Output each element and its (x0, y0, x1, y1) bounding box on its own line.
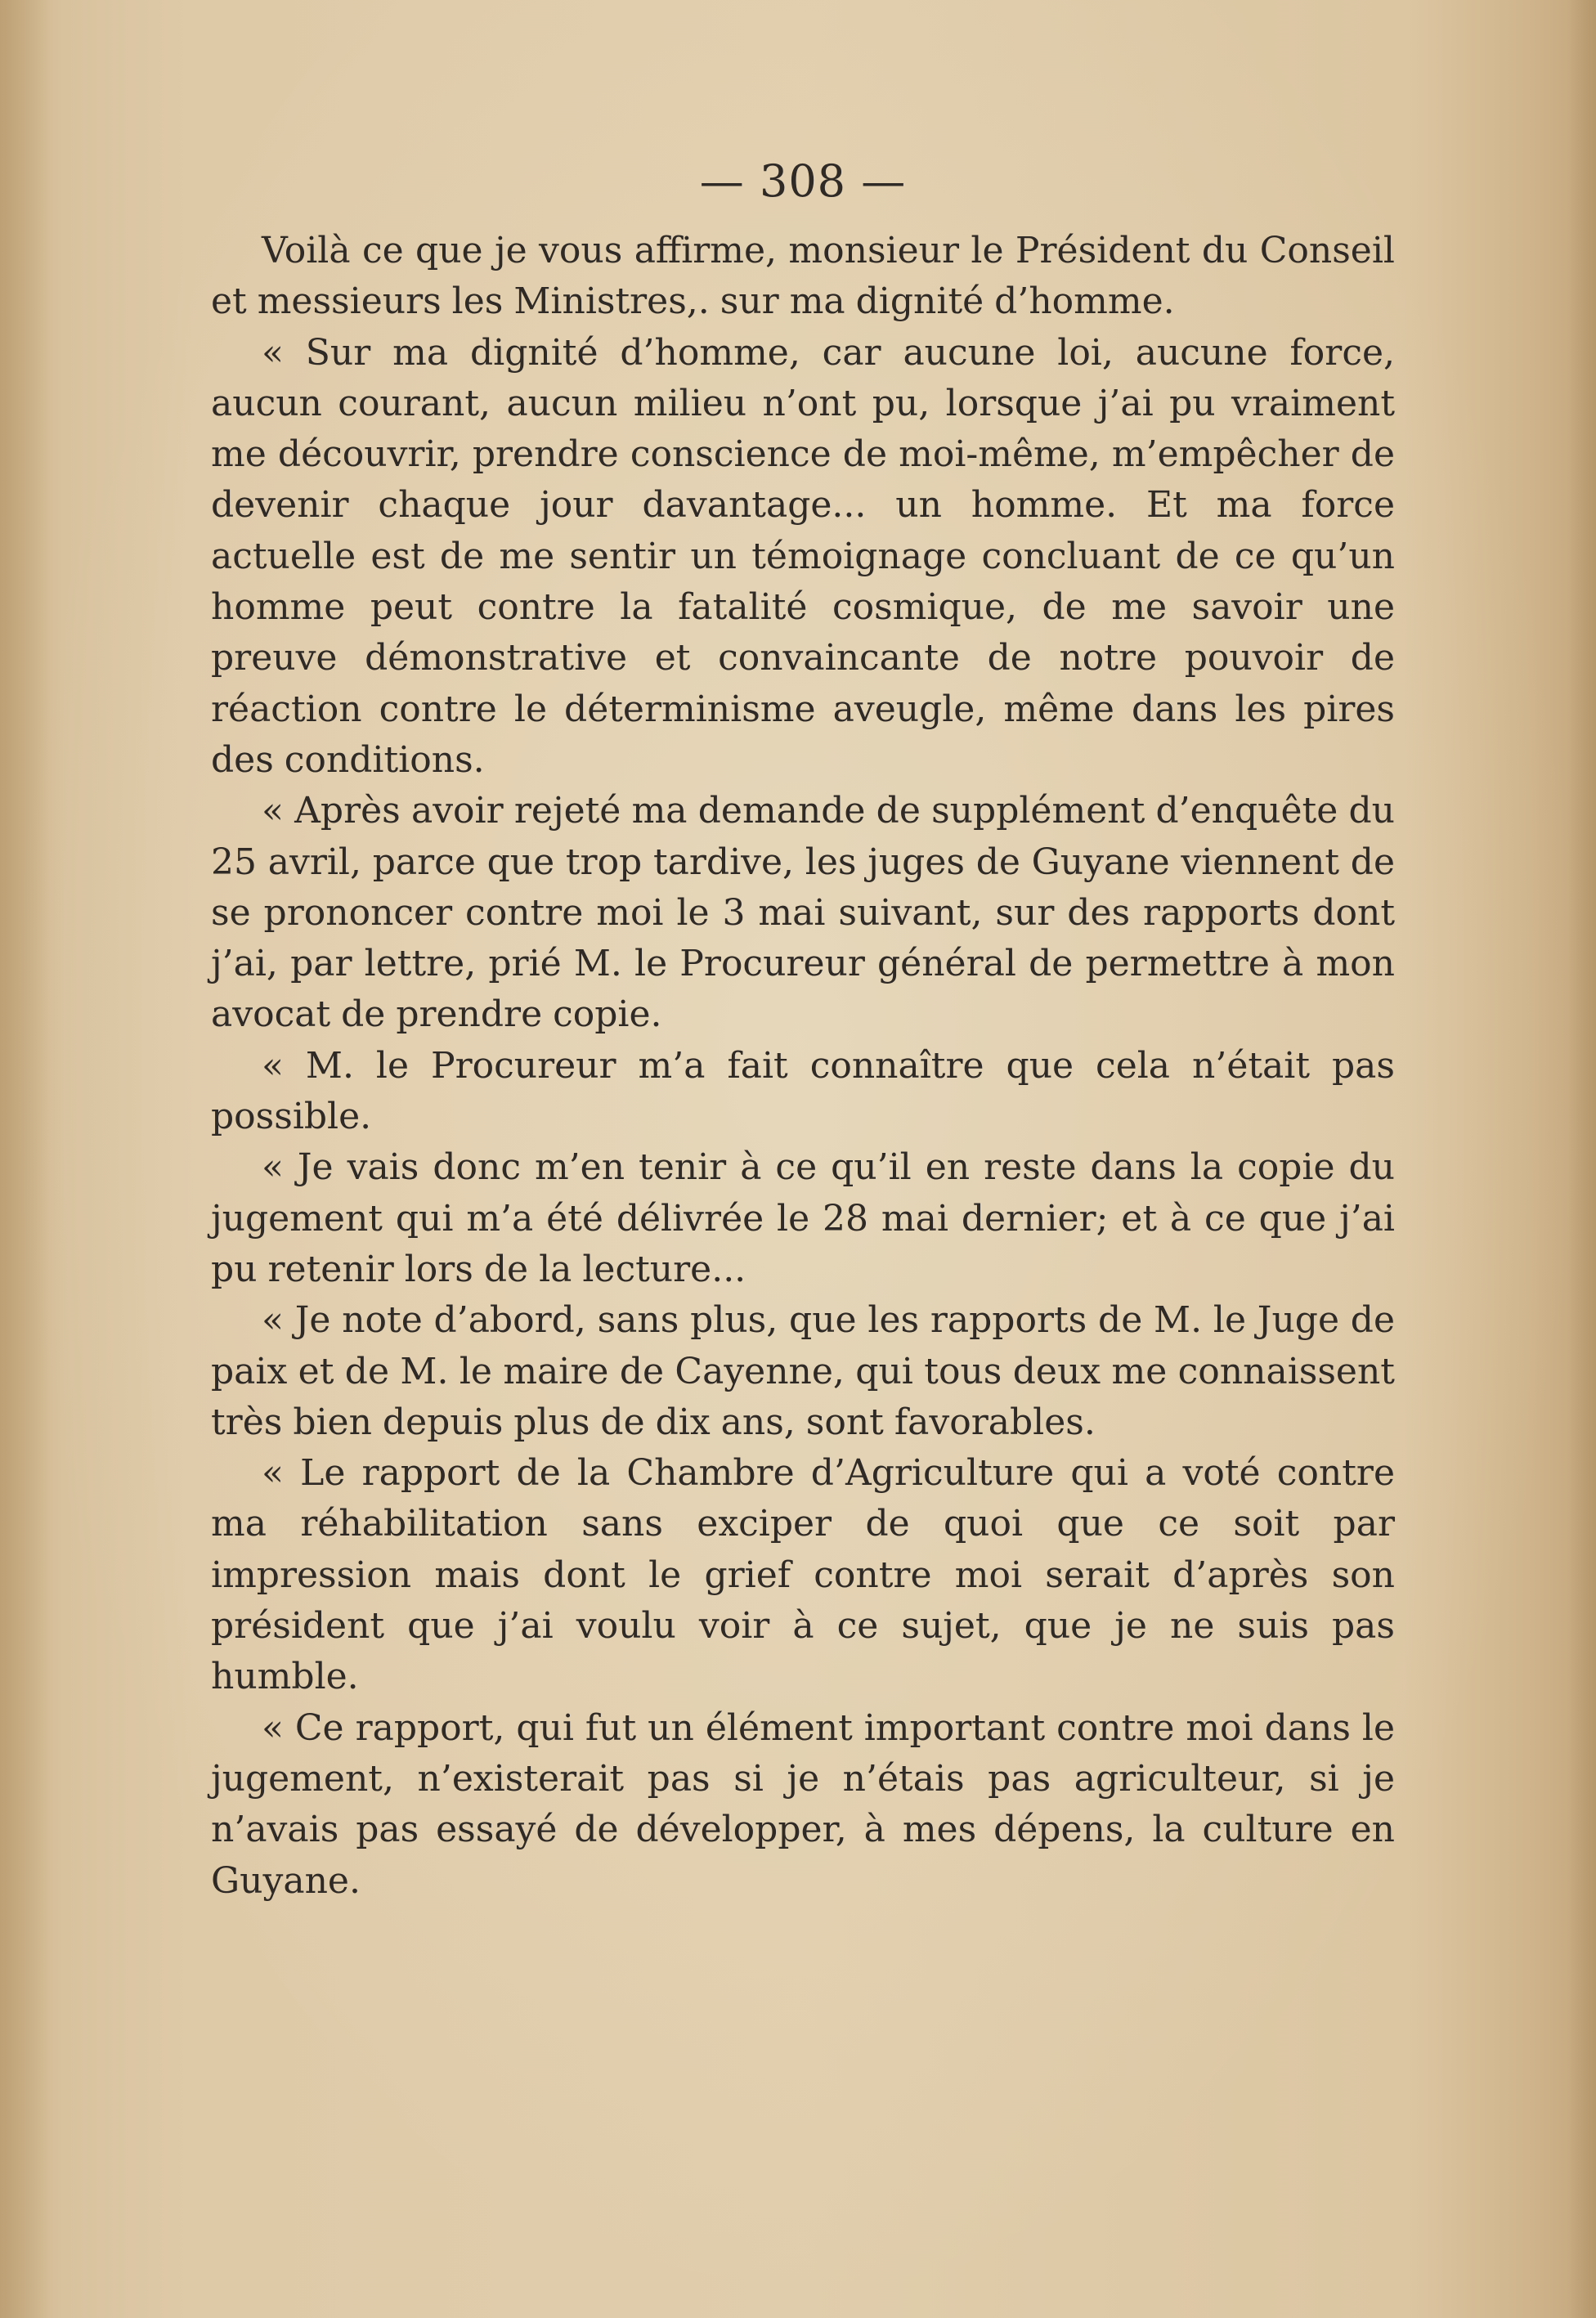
paragraph-5: « Je vais donc m’en tenir à ce qu’il en reste dans la copie du jugement qui m’a été délivrée le 28 mai dernier; et à ce que j’ai pu retenir lors de la lecture... (211, 1146, 1395, 1290)
page-left-shadow (0, 0, 49, 2318)
paragraph-2: « Sur ma dignité d’homme, car aucune loi, aucune force, aucun courant, aucun milieu n’ont pu, lorsque j’ai pu vraiment me découvrir, prendre conscience de moi-même, m’empêcher de devenir chaque jour davantage... un homme. Et ma force actuelle est de me sentir un témoignage concluant de ce qu’un homme peut contre la fatalité cosmique, de me savoir une preuve démonstrative et convaincante de notre pouvoir de réaction contre le déterminisme aveugle, même dans les pires des conditions. (211, 331, 1395, 781)
paragraph-6: « Je note d’abord, sans plus, que les rapports de M. le Juge de paix et de M. le maire de Cayenne, qui tous deux me connaissent très bien depuis plus de dix ans, sont favorables. (211, 1299, 1395, 1443)
paragraph-8: « Ce rapport, qui fut un élément important contre moi dans le jugement, n’existerait pas si je n’étais pas agriculteur, si je n’avais pas essayé de développer, à mes dépens, la culture en Guyane. (211, 1706, 1395, 1902)
page-right-edge (1568, 0, 1596, 2318)
paragraph-3: « Après avoir rejeté ma demande de supplément d’enquête du 25 avril, parce que trop tardive, les juges de Guyane viennent de se prononcer contre moi le 3 mai suivant, sur des rapports dont j’ai, par lettre, prié M. le Procureur général de permettre à mon avocat de prendre copie. (211, 790, 1395, 1036)
paragraph-7: « Le rapport de la Chambre d’Agriculture qui a voté contre ma réhabilitation sans exciper de quoi que ce soit par impression mais dont le grief contre moi serait d’après son président que j’ai voulu voir à ce sujet, que je ne suis pas humble. (211, 1452, 1395, 1698)
paragraph-1: Voilà ce que je vous affirme, monsieur le Président du Conseil et messieurs les Ministres,. sur ma dignité d’homme. (211, 230, 1395, 323)
page-text-block (211, 150, 1395, 1907)
page-number: — 308 — (699, 155, 907, 207)
paragraph-4: « M. le Procureur m’a fait connaître que cela n’était pas possible. (211, 1044, 1395, 1138)
